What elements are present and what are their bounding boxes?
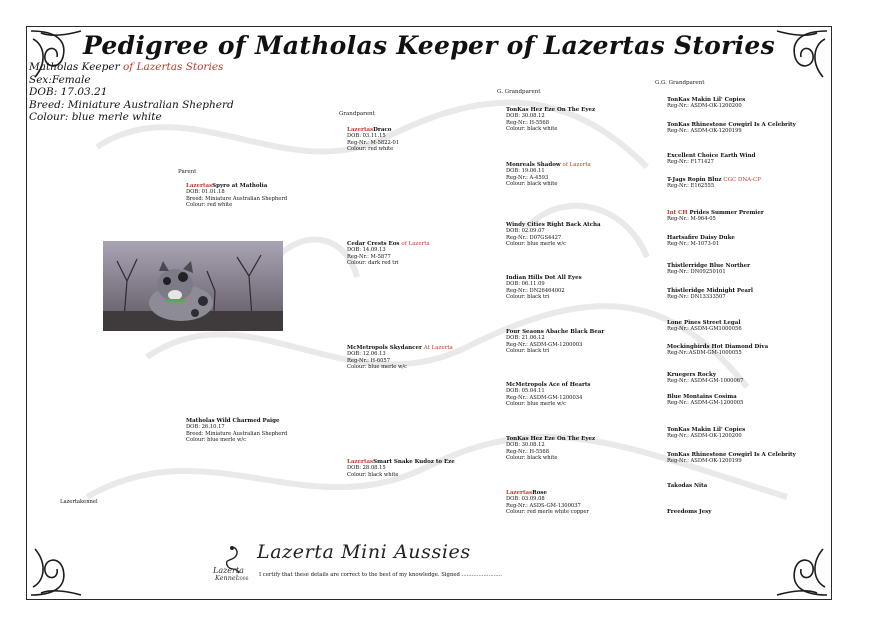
g-grandparent-entry [506, 222, 601, 247]
parent-header: Parent [178, 169, 197, 175]
kennel-logo [211, 543, 255, 587]
dog-name-text: Monreals Shadow [506, 162, 563, 168]
gg-grandparent-entry [667, 263, 750, 276]
dog-detail: DOB: 02.09.07 [506, 228, 545, 235]
dog-name-text: Takodas Nita [667, 483, 708, 489]
dog-detail: Reg-Nr.: ASDM-GM-1000067 [667, 378, 744, 385]
dog-detail: Reg-Nr.: ASDM-OK-1200200 [667, 103, 742, 110]
kennel-suffix: of Lazerta [562, 162, 591, 168]
dog-detail: Reg-Nr.: M-5822-01 [347, 139, 400, 146]
kennel-prefix: Int CH [667, 210, 688, 216]
gg-grandparent-entry [667, 372, 743, 385]
gg-grandparent-header: G.G. Grandparent [655, 80, 705, 86]
dog-detail: Colour: dark red tri [347, 259, 399, 266]
dog-detail: Reg-Nr.: F171427 [667, 159, 714, 166]
kennel-prefix: Lazertas [186, 183, 213, 189]
dog-detail: Reg-Nr.: H-5568 [506, 119, 550, 126]
dog-name-text: Windy Cities Right Back Atcha [506, 222, 601, 228]
dog-name-text: McMetropols Skydancer [347, 345, 424, 351]
subject-name-main: Matholas Keeper [29, 61, 123, 73]
kennel-prefix: Lazertas [347, 127, 374, 133]
corner-ornament-bottom-right [777, 549, 827, 595]
dog-name-text: Indian Hills Dot All Eyes [506, 275, 582, 281]
gg-grandparent-entry [667, 288, 753, 301]
gg-grandparent-entry [667, 97, 745, 110]
parent-entry [186, 418, 287, 443]
kennel-suffix: CGC DNA-CP [723, 177, 761, 183]
dog-detail: DOB: 19.06.11 [506, 168, 545, 175]
gg-grandparent-entry [667, 509, 711, 515]
subject-sex: Sex:Female [29, 73, 91, 86]
page-title: Pedigree of Matholas Keeper of Lazertas Stories [82, 31, 776, 60]
dog-detail: DOB: 30.08.12 [506, 442, 545, 449]
dog-name-text: Kruegers Rocky [667, 372, 717, 378]
dog-detail: DOB: 28.08.15 [347, 465, 386, 472]
dog-detail: Reg-Nr.: M-964-05 [667, 216, 716, 223]
dog-detail: Reg-Nr.: ASDS-GM-1300037 [506, 502, 581, 509]
dog-detail: Reg-Nr.: M-5877 [347, 253, 391, 260]
dog-detail: Reg-Nr.:ASDM-GM-1000055 [667, 350, 742, 357]
dog-detail: Colour: red white [347, 145, 394, 152]
dog-name-text: Prides Summer Premier [687, 210, 764, 216]
dog-detail: DOB: 03.09.08 [506, 496, 545, 503]
dog-detail: Breed: Miniature Australian Shepherd [186, 195, 288, 202]
dog-name-text: Rose [532, 490, 547, 496]
parent-entry [186, 183, 287, 208]
gg-grandparent-entry [667, 153, 755, 166]
g-grandparent-entry [506, 162, 591, 187]
logo-word-lazerta: Lazerta [213, 566, 244, 575]
grandparent-entry [347, 459, 455, 478]
kennel-script-title: Lazerta Mini Aussies [257, 541, 471, 563]
dog-detail: Colour: red merle white copper [506, 508, 589, 515]
dog-detail: DOB: 26.10.17 [186, 424, 225, 431]
dog-detail: Colour: blue merle w/c [347, 363, 408, 370]
dog-detail: Colour: blue merle w/c [506, 240, 567, 247]
subject-name-kennel: of Lazertas Stories [122, 61, 224, 73]
grandparent-entry [347, 345, 453, 370]
dog-name-text: Lone Pines Street Legal [667, 320, 741, 326]
gg-grandparent-entry [667, 394, 743, 407]
gg-grandparent-entry [667, 452, 796, 465]
dog-name-text: Matholas Wild Charmed Paige [186, 418, 280, 424]
g-grandparent-entry [506, 382, 591, 407]
dog-detail: Colour: black white [506, 454, 558, 461]
dog-name-text: TonKas Hez Eze On The Eyez [506, 107, 596, 113]
dog-detail: Reg-Nr.: H-5568 [506, 448, 550, 455]
dog-detail: Reg-Nr.: ASDM-OK-1200199 [667, 458, 742, 465]
dog-detail: Reg-Nr.: ASDM-GM1000056 [667, 326, 742, 333]
logo-year: 2006 [237, 577, 249, 582]
dog-detail: Reg-Nr.: ASDM-GM-1200034 [506, 394, 583, 401]
dog-detail: Colour: black white [506, 180, 558, 187]
dog-detail: Reg-Nr.: DN13333507 [667, 294, 726, 301]
g-grandparent-entry [506, 107, 595, 132]
g-grandparent-header: G. Grandparent [497, 89, 541, 95]
dog-name [667, 483, 707, 489]
g-grandparent-entry [506, 436, 595, 461]
dog-name-text: Four Seaons Abache Black Bear [506, 329, 605, 335]
subject-colour: Colour: blue merle white [29, 111, 162, 123]
dog-photo [103, 241, 283, 331]
gg-grandparent-entry [667, 210, 764, 223]
g-grandparent-entry [506, 275, 582, 300]
dog-name-text: TonKas Rhinestone Cowgirl Is A Celebrity [667, 122, 796, 128]
kennel-prefix: Lazertas [506, 490, 533, 496]
dog-name-text: TonKas Makin Lil' Copies [667, 427, 746, 433]
dog-detail: Reg-Nr.: M-1073-01 [667, 241, 720, 248]
grandparent-header: Grandparent [339, 111, 375, 117]
grandparent-entry [347, 241, 430, 266]
logo-word-kennel: Kennel [215, 574, 238, 582]
gg-grandparent-entry [667, 427, 745, 440]
dog-name-text: T-Jags Ropin Bluz [667, 177, 724, 183]
dog-detail: Reg-Nr.: A-4593 [506, 174, 549, 181]
dog-detail: Colour: black tri [506, 293, 550, 300]
dog-detail: Reg-Nr.: E162555 [667, 183, 715, 190]
dog-name-text: Freedoms Jesy [667, 509, 712, 515]
subject-dob: DOB: 17.03.21 [29, 86, 108, 98]
gg-grandparent-entry [667, 344, 768, 357]
dog-detail: Colour: red white [186, 201, 233, 208]
gg-grandparent-entry [667, 483, 707, 489]
dog-detail: Reg-Nr.: H-6057 [347, 357, 391, 364]
g-grandparent-entry [506, 329, 604, 354]
gg-grandparent-entry [667, 122, 796, 135]
subject-breed: Breed: Miniature Australian Shepherd [29, 98, 234, 111]
dog-name-text: TonKas Makin Lil' Copies [667, 97, 746, 103]
dog-name-text: Blue Montains Cosima [667, 394, 737, 400]
kennel-prefix: Lazertas [347, 459, 374, 465]
dog-detail: Colour: blue merle w/c [186, 436, 247, 443]
subject-info [29, 61, 234, 124]
dog-detail: Colour: black white [506, 125, 558, 132]
subject-name [29, 61, 234, 74]
dog-detail: Reg-Nr.: ASDM-GM-1200003 [506, 341, 583, 348]
dog-name-text: Mockingbirds Hot Diamond Diva [667, 344, 769, 350]
corner-ornament-bottom-left [31, 549, 81, 595]
gg-grandparent-entry [667, 235, 735, 248]
dog-detail: DOB: 03.11.15 [347, 133, 386, 140]
dog-detail: Colour: blue merle w/c [506, 400, 567, 407]
dog-detail: Reg-Nr.: DN09250101 [667, 269, 726, 276]
dog-detail: Reg-Nr.: DN26464002 [506, 287, 565, 294]
gg-grandparent-entry [667, 320, 742, 333]
dog-name-text: TonKas Rhinestone Cowgirl Is A Celebrity [667, 452, 796, 458]
dog-detail: DOB: 06.11.09 [506, 281, 545, 288]
dog-detail: Reg-Nr.: ASDM-OK-1200199 [667, 128, 742, 135]
dog-name-text: Excellent Choice Earth Wind [667, 153, 756, 159]
kennel-suffix: of Lazerta [401, 241, 430, 247]
certification-line: I certify that these details are correct to the best of my knowledge. Signed ........................ [259, 572, 502, 578]
dog-name-text: Thistleridge Midnight Pearl [667, 288, 753, 294]
gg-grandparent-entry [667, 177, 761, 190]
dog-name-text: TonKas Hez Eze On The Eyez [506, 436, 596, 442]
dog-name-text: Spyro at Matholia [212, 183, 268, 189]
dog-name [667, 509, 711, 515]
g-grandparent-entry [506, 490, 589, 515]
dog-detail: Colour: black white [347, 471, 399, 478]
dog-name-text: Draco [373, 127, 392, 133]
dog-name-text: Smart Snake Kudoz to Eze [373, 459, 455, 465]
dog-detail: Breed: Miniature Australian Shepherd [186, 430, 288, 437]
kennel-suffix: At Lazerta [423, 345, 453, 351]
dog-detail: DOB: 05.04.11 [506, 388, 545, 395]
dog-detail: Colour: black tri [506, 347, 550, 354]
dog-detail: Reg-Nr.: ASDM-OK-1200200 [667, 433, 742, 440]
pedigree-sheet [26, 26, 832, 600]
dog-name-text: McMetropols Ace of Hearts [506, 382, 591, 388]
dog-detail: DOB: 14.09.13 [347, 247, 386, 254]
dog-detail: DOB: 30.08.12 [506, 113, 545, 120]
dog-detail: Reg-Nr.: D07GS4427 [506, 234, 562, 241]
dog-detail: DOB: 12.06.13 [347, 351, 386, 358]
dog-photo-illustration [103, 241, 283, 331]
dog-detail: DOB: 21.06.12 [506, 335, 545, 342]
grandparent-entry [347, 127, 399, 152]
dog-name-text: Cedar Crests Eos [347, 241, 402, 247]
dog-name-text: Hartsafire Daisy Duke [667, 235, 735, 241]
dog-detail: DOB: 01.01.18 [186, 189, 225, 196]
dog-detail: Reg-Nr.: ASDM-GM-1200005 [667, 400, 744, 407]
lizard-logo-icon [211, 543, 255, 583]
dog-name-text: Thistlerridge Blue Norther [667, 263, 751, 269]
kennel-name: Lazertakennel [60, 499, 98, 505]
